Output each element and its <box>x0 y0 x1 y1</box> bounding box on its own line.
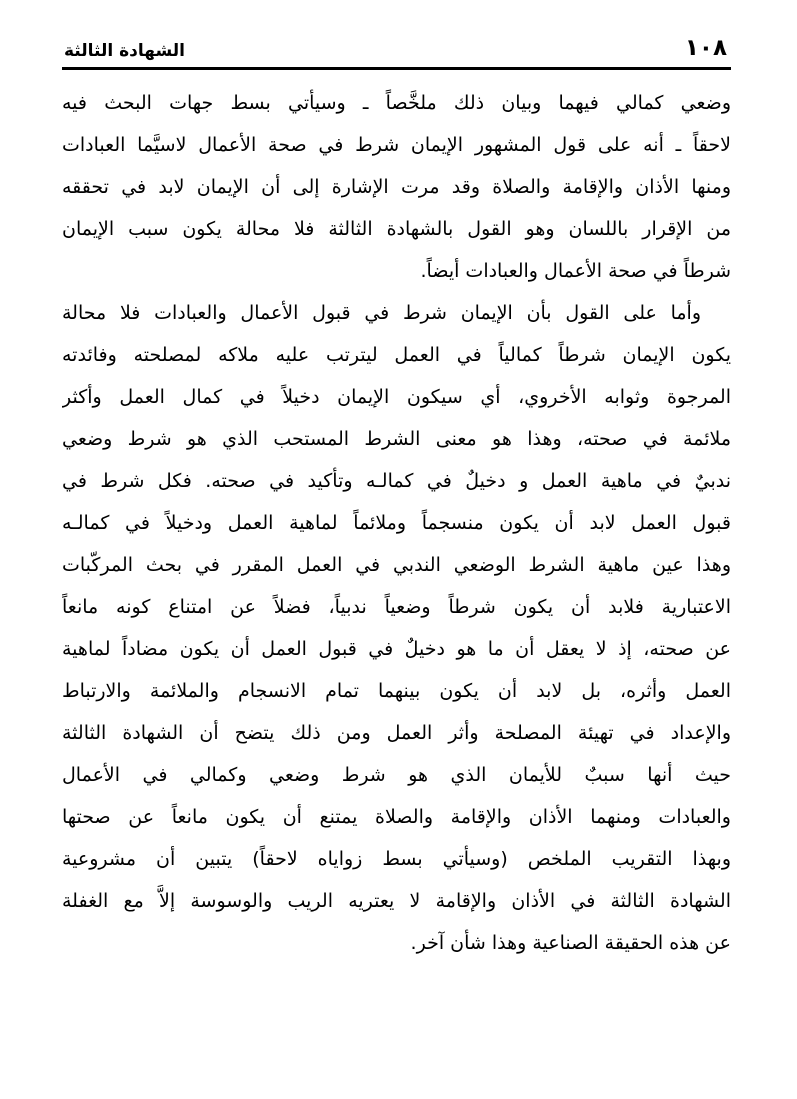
text-line: يكون الإيمان شرطاً كمالياً في العمل ليترتب عليه ملاكه لمصلحته وفائدته <box>62 344 731 366</box>
header-rule <box>62 67 731 70</box>
text-line: عن هذه الحقيقة الصناعية وهذا شأن آخر. <box>410 932 731 954</box>
text-line: وأما على القول بأن الإيمان شرط في قبول الأعمال والعبادات فلا محالة <box>62 302 701 324</box>
text-line: شرطاً في صحة الأعمال والعبادات أيضاً. <box>420 260 731 282</box>
text-line: من الإقرار باللسان وهو القول بالشهادة الثالثة فلا محالة يكون سبب الإيمان <box>62 218 731 240</box>
text-line: الاعتبارية فلابد أن يكون شرطاً وضعياً ندبياً، فضلاً عن امتناع كونه مانعاً <box>62 596 731 618</box>
text-line: ملائمة في صحته، وهذا هو معنى الشرط المستحب الذي هو شرط وضعي <box>62 428 731 450</box>
text-line: والإعداد في تهيئة المصلحة وأثر العمل ومن ذلك يتضح أن الشهادة الثالثة <box>62 722 731 744</box>
text-line: ومنها الأذان والإقامة والصلاة وقد مرت الإشارة إلى أن الإيمان لابد في تحققه <box>62 176 731 198</box>
text-line: ندبيٌ في ماهية العمل و دخيلٌ في كمالـه وتأكيد في صحته. فكل شرط في <box>62 470 731 492</box>
text-line: قبول العمل لابد أن يكون منسجماً وملائماً لماهية العمل ودخيلاً في كمالـه <box>62 512 731 534</box>
text-line: عن صحته، إذ لا يعقل أن ما هو دخيلٌ في قبول العمل أن يكون مضاداً لماهية <box>62 638 731 660</box>
text-line: والعبادات ومنهما الأذان والإقامة والصلاة يمتنع أن يكون مانعاً عن صحتها <box>62 806 731 828</box>
text-line: الشهادة الثالثة في الأذان والإقامة لا يعتريه الريب والوسوسة إلاَّ مع الغفلة <box>62 890 731 912</box>
text-line: العمل وأثره، بل لابد أن يكون بينهما تمام الانسجام والملائمة والارتباط <box>62 680 731 702</box>
text-line: حيث أنها سببٌ للأيمان الذي هو شرط وضعي وكمالي في الأعمال <box>62 764 731 786</box>
body-text <box>62 82 731 964</box>
text-line: وبهذا التقريب الملخص (وسيأتي بسط زواياه لاحقاً) يتبين أن مشروعية <box>62 848 731 870</box>
text-line: وضعي كمالي فيهما وبيان ذلك ملخَّصاً ـ وسيأتي بسط جهات البحث فيه <box>62 92 731 114</box>
page-header <box>62 26 731 60</box>
text-line: المرجوة وثوابه الأخروي، أي سيكون الإيمان دخيلاً في كمال العمل وأكثر <box>62 386 731 408</box>
page-number: ١٠٨ <box>684 35 727 61</box>
running-title: الشهادة الثالثة <box>64 41 185 61</box>
text-line: وهذا عين ماهية الشرط الوضعي الندبي في العمل المقرر في بحث المركّبات <box>62 554 731 576</box>
text-line: لاحقاً ـ أنه على قول المشهور الإيمان شرط في صحة الأعمال لاسيَّما العبادات <box>62 134 731 156</box>
